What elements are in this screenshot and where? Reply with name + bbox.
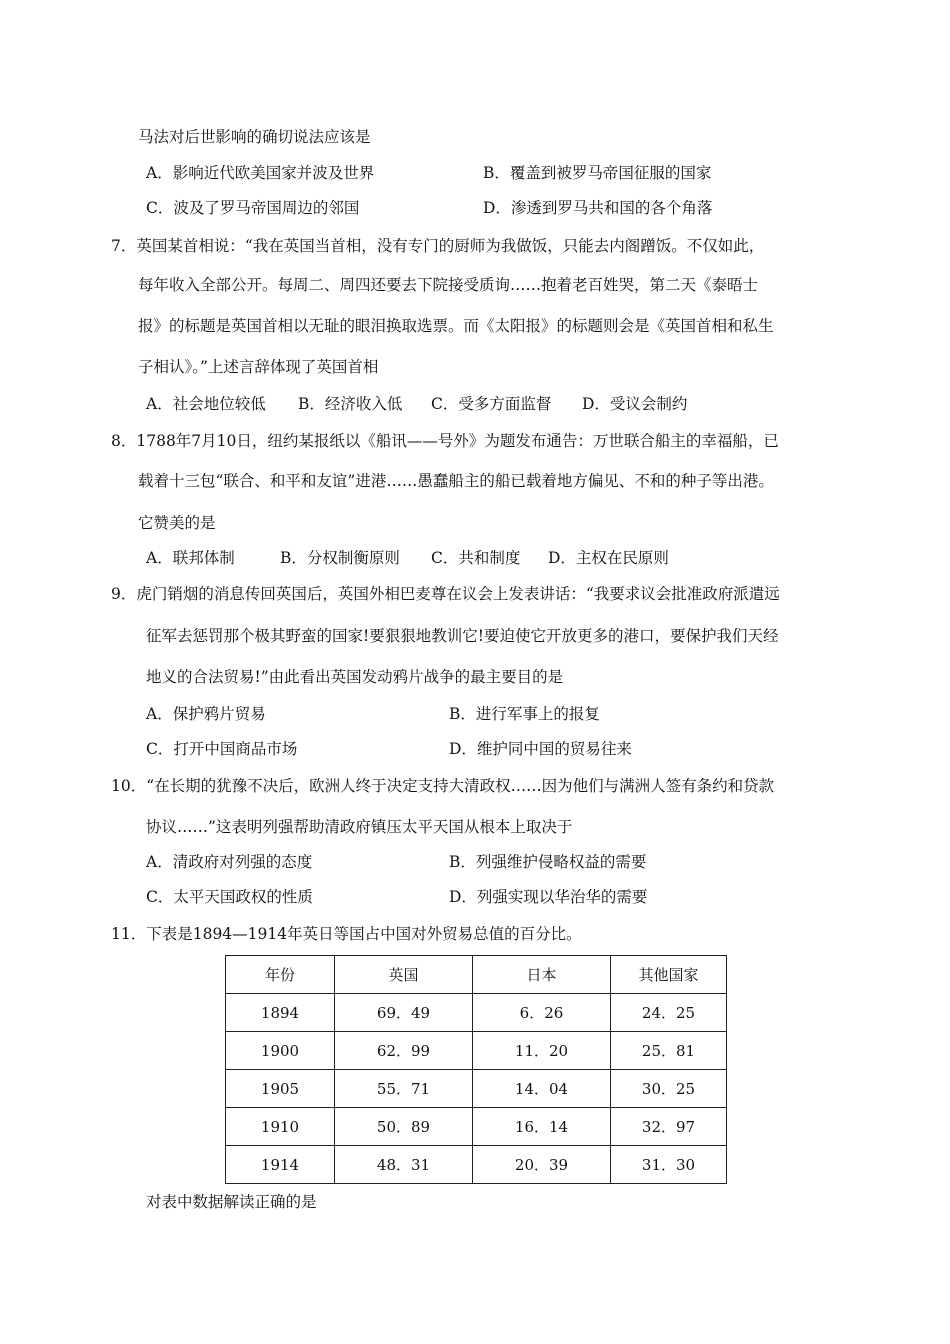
q7-line-4: 子相认》。”上述言辞体现了英国首相 xyxy=(138,358,379,376)
q8-line-1: 8．1788年7月10日，纽约某报纸以《船讯——号外》为题发布通告：万世联合船主的幸福船，已 xyxy=(111,432,779,450)
q8-line-3: 它赞美的是 xyxy=(138,514,216,532)
q7-line-1: 7．英国某首相说：“我在英国当首相，没有专门的厨师为我做饭，只能去内阁蹭饭。不仅如此， xyxy=(111,237,765,255)
q7-option-d: D．受议会制约 xyxy=(582,395,688,413)
table-header-cell: 英国 xyxy=(335,956,473,994)
table-cell: 1910 xyxy=(226,1108,335,1146)
table-cell: 69．49 xyxy=(335,994,473,1032)
table-cell: 1914 xyxy=(226,1146,335,1184)
q7-option-b: B．经济收入低 xyxy=(298,395,403,413)
q8-option-d: D．主权在民原则 xyxy=(548,549,669,567)
q10-option-b: B．列强维护侵略权益的需要 xyxy=(449,853,647,871)
table-row xyxy=(226,1108,727,1146)
q7-line-2: 每年收入全部公开。每周二、周四还要去下院接受质询……抱着老百姓哭，第二天《泰晤士 xyxy=(138,276,759,294)
table-row xyxy=(226,994,727,1032)
table-cell: 55．71 xyxy=(335,1070,473,1108)
q7-option-c: C．受多方面监督 xyxy=(431,395,552,413)
q10-option-d: D．列强实现以华治华的需要 xyxy=(449,888,648,906)
q8-option-a: A．联邦体制 xyxy=(146,549,235,567)
q9-line-1: 9．虎门销烟的消息传回英国后，英国外相巴麦尊在议会上发表讲话：“我要求议会批准政府派遣远 xyxy=(111,585,780,603)
table-cell: 62．99 xyxy=(335,1032,473,1070)
q10-line-1: 10．“在长期的犹豫不决后，欧洲人终于决定支持大清政权……因为他们与满洲人签有条约和贷款 xyxy=(111,777,775,795)
q9-option-b: B．进行军事上的报复 xyxy=(449,705,600,723)
q11-after-table: 对表中数据解读正确的是 xyxy=(146,1193,317,1211)
table-cell: 31．30 xyxy=(611,1146,727,1184)
q9-line-2: 征军去惩罚那个极其野蛮的国家!要狠狠地教训它!要迫使它开放更多的港口，要保护我们天经 xyxy=(146,627,779,645)
table-header-row xyxy=(226,956,727,994)
table-header-cell: 其他国家 xyxy=(611,956,727,994)
table-cell: 1905 xyxy=(226,1070,335,1108)
table-cell: 24．25 xyxy=(611,994,727,1032)
table-cell: 11．20 xyxy=(473,1032,611,1070)
q9-option-c: C．打开中国商品市场 xyxy=(146,740,298,758)
q6-option-d: D．渗透到罗马共和国的各个角落 xyxy=(483,199,713,217)
q11-line-1: 11．下表是1894—1914年英日等国占中国对外贸易总值的百分比。 xyxy=(111,925,582,943)
table-cell: 48．31 xyxy=(335,1146,473,1184)
table-cell: 14．04 xyxy=(473,1070,611,1108)
trade-share-table xyxy=(225,955,727,1184)
table-cell: 25．81 xyxy=(611,1032,727,1070)
q8-line-2: 载着十三包“联合、和平和友谊”进港……愚蠢船主的船已载着地方偏见、不和的种子等出港。 xyxy=(138,472,774,490)
table-row xyxy=(226,1146,727,1184)
table-row xyxy=(226,1032,727,1070)
q10-option-a: A．清政府对列强的态度 xyxy=(146,853,313,871)
table-cell: 32．97 xyxy=(611,1108,727,1146)
table-header-cell: 年份 xyxy=(226,956,335,994)
table-header-cell: 日本 xyxy=(473,956,611,994)
q8-option-c: C．共和制度 xyxy=(431,549,521,567)
table-cell: 1894 xyxy=(226,994,335,1032)
q6-stem: 马法对后世影响的确切说法应该是 xyxy=(138,128,371,146)
q6-option-a: A．影响近代欧美国家并波及世界 xyxy=(146,164,375,182)
q8-option-b: B．分权制衡原则 xyxy=(280,549,400,567)
table-cell: 1900 xyxy=(226,1032,335,1070)
table-cell: 30．25 xyxy=(611,1070,727,1108)
table-cell: 6．26 xyxy=(473,994,611,1032)
q9-option-d: D．维护同中国的贸易往来 xyxy=(449,740,632,758)
q7-option-a: A．社会地位较低 xyxy=(146,395,266,413)
q7-line-3: 报》的标题是英国首相以无耻的眼泪换取选票。而《太阳报》的标题则会是《英国首相和私生 xyxy=(138,317,774,335)
q6-option-b: B．覆盖到被罗马帝国征服的国家 xyxy=(483,164,712,182)
q9-line-3: 地义的合法贸易!”由此看出英国发动鸦片战争的最主要目的是 xyxy=(146,668,564,686)
q10-option-c: C．太平天国政权的性质 xyxy=(146,888,313,906)
table-cell: 50．89 xyxy=(335,1108,473,1146)
q9-option-a: A．保护鸦片贸易 xyxy=(146,705,266,723)
q10-line-2: 协议……”这表明列强帮助清政府镇压太平天国从根本上取决于 xyxy=(146,818,573,836)
table-cell: 20．39 xyxy=(473,1146,611,1184)
q6-option-c: C．波及了罗马帝国周边的邻国 xyxy=(146,199,360,217)
table-row xyxy=(226,1070,727,1108)
table-cell: 16．14 xyxy=(473,1108,611,1146)
